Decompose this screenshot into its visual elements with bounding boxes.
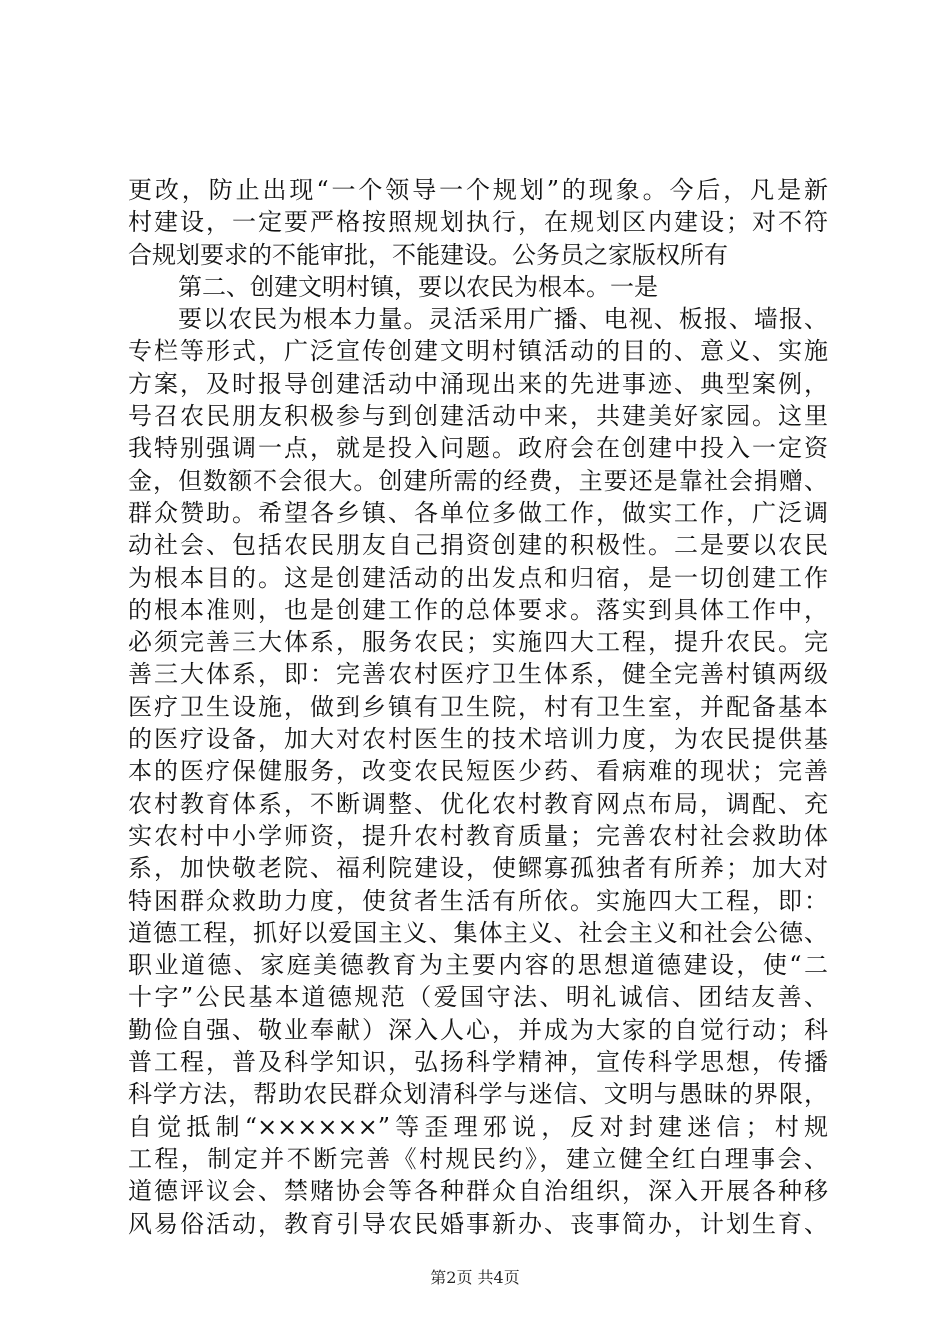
text-line: 金，但数额不会很大。创建所需的经费，主要还是靠社会捐赠、 xyxy=(128,466,828,495)
text-line: 工程，制定并不断完善《村规民约》，建立健全红白理事会、 xyxy=(128,1144,828,1173)
text-line: 特困群众救助力度，使贫者生活有所依。实施四大工程，即： xyxy=(128,886,828,915)
text-line: 自觉抵制“××××××”等歪理邪说，反对封建迷信；村规 xyxy=(128,1112,828,1141)
text-line: 为根本目的。这是创建活动的出发点和归宿，是一切创建工作 xyxy=(128,563,828,592)
text-line: 道德评议会、禁赌协会等各种群众自治组织，深入开展各种移 xyxy=(128,1177,828,1206)
text-line: 的根本准则，也是创建工作的总体要求。落实到具体工作中， xyxy=(128,595,828,624)
text-line: 道德工程，抓好以爱国主义、集体主义、社会主义和社会公德、 xyxy=(128,918,828,947)
text-line: 的医疗设备，加大对农村医生的技术培训力度，为农民提供基 xyxy=(128,725,828,754)
text-line: 系，加快敬老院、福利院建设，使鳏寡孤独者有所养；加大对 xyxy=(128,854,828,883)
text-line: 村建设，一定要严格按照规划执行，在规划区内建设；对不符 xyxy=(128,208,828,237)
page-footer: 第2页 共4页 xyxy=(430,1268,520,1287)
text-line: 科学方法，帮助农民群众划清科学与迷信、文明与愚昧的界限， xyxy=(128,1080,828,1109)
text-line: 职业道德、家庭美德教育为主要内容的思想道德建设，使“二 xyxy=(128,951,828,980)
text-line: 更改，防止出现“一个领导一个规划”的现象。今后，凡是新 xyxy=(128,176,828,204)
text-line: 号召农民朋友积极参与到创建活动中来，共建美好家园。这里 xyxy=(128,402,828,431)
text-line: 农村教育体系，不断调整、优化农村教育网点布局，调配、充 xyxy=(128,789,828,818)
text-line: 勤俭自强、敬业奉献）深入人心，并成为大家的自觉行动；科 xyxy=(128,1015,828,1044)
text-line: 动社会、包括农民朋友自己捐资创建的积极性。二是要以农民 xyxy=(128,531,828,560)
text-line: 方案，及时报导创建活动中涌现出来的先进事迹、典型案例， xyxy=(128,369,828,398)
text-line: 医疗卫生设施，做到乡镇有卫生院，村有卫生室，并配备基本 xyxy=(128,692,828,721)
body-text xyxy=(128,174,828,1240)
text-line: 风易俗活动，教育引导农民婚事新办、丧事简办，计划生育、 xyxy=(128,1209,828,1238)
text-line: 合规划要求的不能审批，不能建设。公务员之家版权所有 xyxy=(128,240,728,269)
text-line: 要以农民为根本力量。灵活采用广播、电视、板报、墙报、 xyxy=(178,305,828,334)
text-line: 第二、创建文明村镇，要以农民为根本。一是 xyxy=(178,272,658,301)
text-line: 普工程，普及科学知识，弘扬科学精神，宣传科学思想，传播 xyxy=(128,1048,828,1077)
text-line: 必须完善三大体系，服务农民；实施四大工程，提升农民。完 xyxy=(128,628,828,657)
text-line: 专栏等形式，广泛宣传创建文明村镇活动的目的、意义、实施 xyxy=(128,337,828,366)
text-line: 本的医疗保健服务，改变农民短医少药、看病难的现状；完善 xyxy=(128,757,828,786)
text-line: 实农村中小学师资，提升农村教育质量；完善农村社会救助体 xyxy=(128,821,828,850)
text-line: 善三大体系，即：完善农村医疗卫生体系，健全完善村镇两级 xyxy=(128,660,828,689)
text-line: 群众赞助。希望各乡镇、各单位多做工作，做实工作，广泛调 xyxy=(128,498,828,527)
text-line: 十字”公民基本道德规范（爱国守法、明礼诚信、团结友善、 xyxy=(128,983,828,1012)
text-line: 我特别强调一点，就是投入问题。政府会在创建中投入一定资 xyxy=(128,434,828,463)
